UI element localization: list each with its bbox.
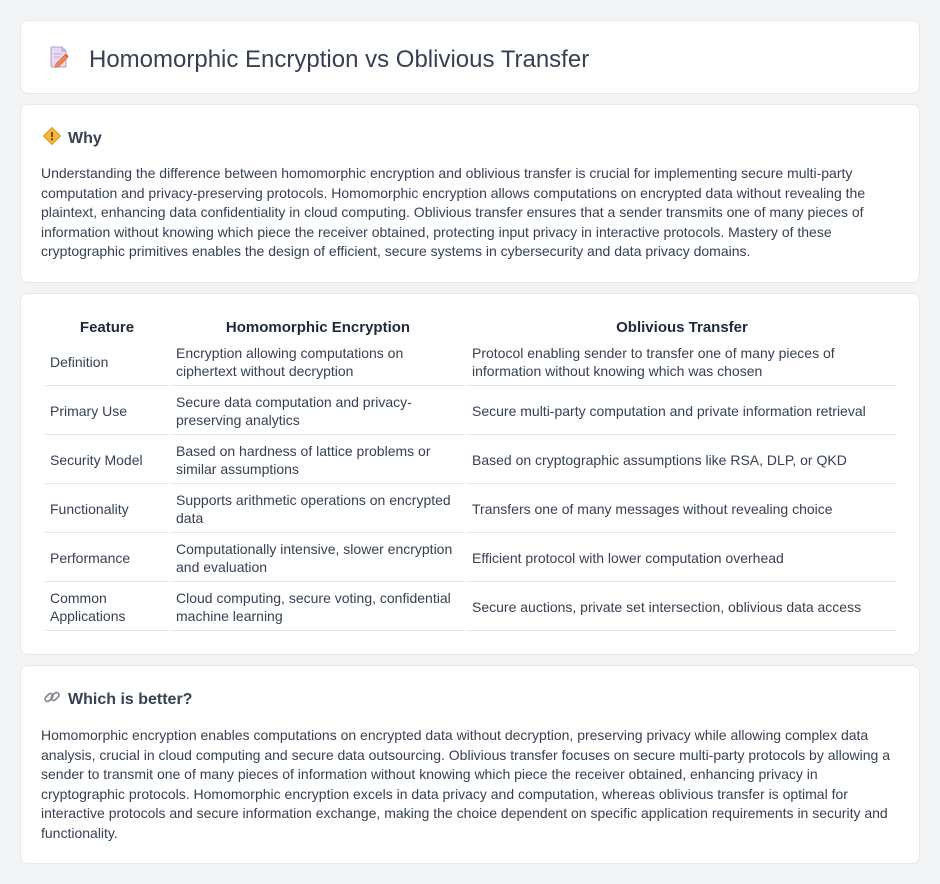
why-section: [20, 104, 920, 283]
why-text: Understanding the difference between homomorphic encryption and oblivious transfer is crucial for implementing secure multi-party computation and privacy-preserving protocols. Homomorphic encryption allows computations on encrypted data without revealing the plaintext, enhancing data confidentiality in cloud computing. Oblivious transfer ensures that a sender transmits one of many pieces of information without knowing which piece the receiver obtained, protecting input privacy in interactive protocols. Mastery of these cryptographic primitives enables the design of efficient, secure systems in cybersecurity and data privacy domains.: [41, 165, 866, 259]
header-oblivious: Oblivious Transfer: [616, 319, 748, 336]
feature-cell: Functionality: [45, 486, 169, 533]
title-row: [47, 45, 589, 74]
oblivious-cell: Secure auctions, private set intersection, oblivious data access: [467, 584, 897, 631]
homomorphic-cell: Secure data computation and privacy-preserving analytics: [171, 388, 465, 435]
homomorphic-cell: Cloud computing, secure voting, confidential machine learning: [171, 584, 465, 631]
better-heading: Which is better?: [68, 690, 193, 708]
table-row: [45, 584, 897, 631]
feature-cell: Primary Use: [45, 388, 169, 435]
table-row: [45, 388, 897, 435]
table-row: [45, 339, 897, 386]
table-row: [45, 486, 897, 533]
homomorphic-cell: Encryption allowing computations on ciphertext without decryption: [171, 339, 465, 386]
why-heading-row: [43, 127, 102, 150]
table-row: [45, 437, 897, 484]
better-heading-row: [43, 688, 192, 711]
which-is-better-section: [20, 665, 920, 864]
page-title: Homomorphic Encryption vs Oblivious Transfer: [89, 45, 590, 73]
oblivious-cell: Transfers one of many messages without revealing choice: [467, 486, 897, 533]
homomorphic-cell: Supports arithmetic operations on encrypted data: [171, 486, 465, 533]
header-feature: Feature: [79, 319, 135, 336]
feature-cell: Definition: [45, 339, 169, 386]
homomorphic-cell: Computationally intensive, slower encryption and evaluation: [171, 535, 465, 582]
header-homomorphic: Homomorphic Encryption: [225, 319, 411, 336]
feature-cell: Performance: [45, 535, 169, 582]
feature-cell: Security Model: [45, 437, 169, 484]
table-row: [45, 535, 897, 582]
document-pencil-icon: [47, 45, 71, 74]
homomorphic-cell: Based on hardness of lattice problems or similar assumptions: [171, 437, 465, 484]
better-text: Homomorphic encryption enables computations on encrypted data without decryption, preserving privacy while allowing complex data analysis, crucial in cloud computing and secure data outsourcing. Oblivious transfer focuses on secure multi-party protocols by allowing a sender to transmit one of many pieces of information without knowing which piece the receiver obtained, enhancing privacy in cryptographic protocols. Homomorphic encryption excels in data privacy and computation, whereas oblivious transfer is optimal for interactive protocols and secure information exchange, making the choice dependent on specific application requirements in security and functionality.: [41, 727, 890, 841]
table-header-row: [45, 318, 897, 337]
comparison-section: [20, 293, 920, 655]
header-card: [20, 20, 920, 94]
feature-cell: Common Applications: [45, 584, 169, 631]
oblivious-cell: Based on cryptographic assumptions like RSA, DLP, or QKD: [467, 437, 897, 484]
comparison-table: [43, 316, 899, 633]
oblivious-cell: Efficient protocol with lower computation overhead: [467, 535, 897, 582]
link-icon: [43, 688, 61, 711]
oblivious-cell: Protocol enabling sender to transfer one of many pieces of information without knowing which was chosen: [467, 339, 897, 386]
why-heading: Why: [68, 129, 102, 147]
lightbulb-diamond-icon: [43, 127, 61, 150]
oblivious-cell: Secure multi-party computation and private information retrieval: [467, 388, 897, 435]
